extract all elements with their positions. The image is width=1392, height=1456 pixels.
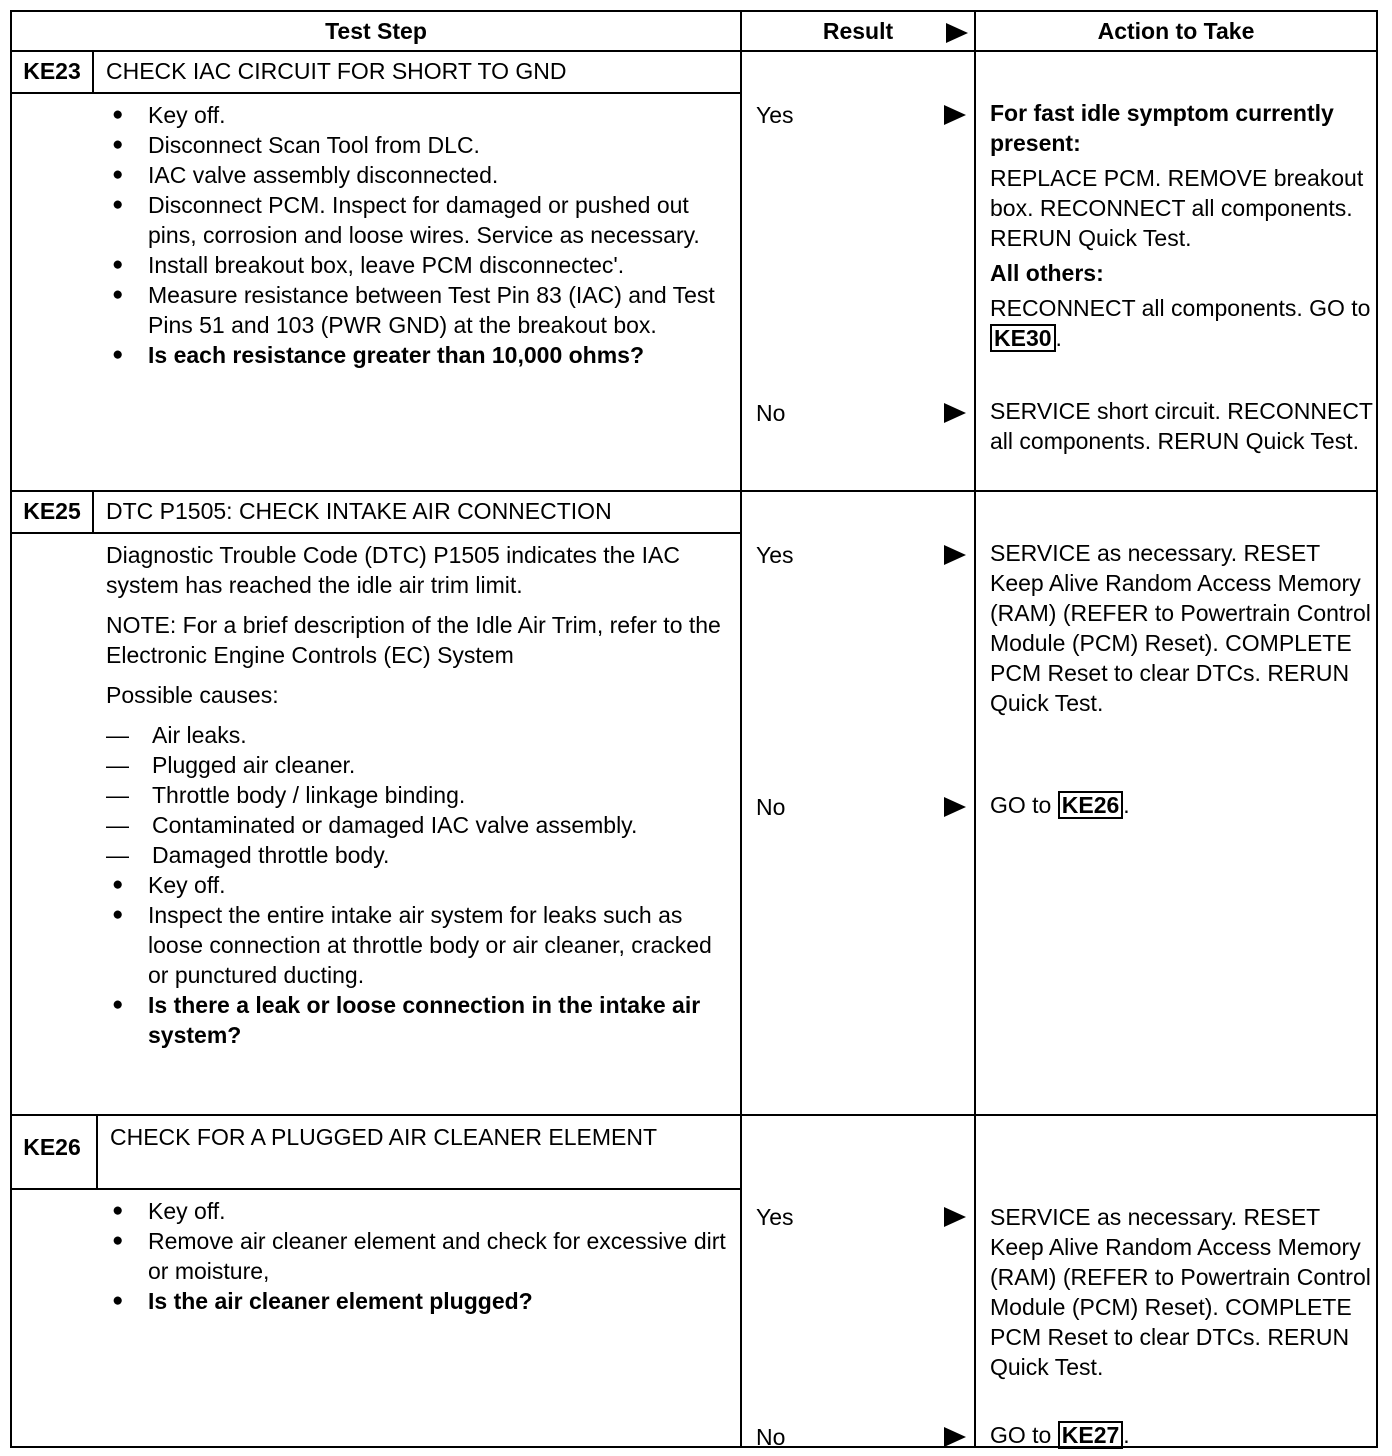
list-item: ● Inspect the entire intake air system for leaks such as loose connection at throttle body or air cleaner, cracked or punctured ducting. xyxy=(106,900,736,990)
arrow-right-icon xyxy=(944,1427,966,1447)
step-reference-link[interactable]: KE26 xyxy=(1058,791,1124,819)
result-no-label: No xyxy=(756,1424,786,1450)
result-yes xyxy=(756,540,966,570)
code-divider xyxy=(96,1116,98,1188)
question-item: ● Is the air cleaner element plugged? xyxy=(106,1286,736,1316)
result-yes xyxy=(756,1202,966,1232)
step-code: KE23 xyxy=(23,58,81,84)
step-title: CHECK FOR A PLUGGED AIR CLEANER ELEMENT xyxy=(110,1124,658,1150)
list-item: ● Disconnect PCM. Inspect for damaged or pushed out pins, corrosion and loose wires. Service as necessary. xyxy=(106,190,736,250)
arrow-right-icon xyxy=(944,1207,966,1227)
title-divider xyxy=(12,1188,740,1190)
step-title: CHECK IAC CIRCUIT FOR SHORT TO GND xyxy=(106,58,567,84)
header-result-label: Result xyxy=(822,18,894,44)
list-item: ● Key off. xyxy=(106,870,736,900)
action-text-body: GO to xyxy=(990,1422,1052,1448)
action-text: RECONNECT all components. GO to KE30 . xyxy=(990,295,1371,351)
step-code: KE25 xyxy=(23,498,81,524)
action-text-body: RECONNECT all components. GO to xyxy=(990,295,1371,321)
header-test-step: Test Step xyxy=(325,18,427,44)
arrow-right-icon xyxy=(944,105,966,125)
action-no: GO to KE26 . xyxy=(990,792,1130,818)
list-item: ● Disconnect Scan Tool from DLC. xyxy=(106,130,736,160)
action-heading: All others: xyxy=(990,260,1104,286)
result-no xyxy=(756,1422,966,1452)
row-ke23 xyxy=(12,52,1376,490)
result-no xyxy=(756,792,966,822)
result-no xyxy=(756,398,966,428)
list-item: ● Measure resistance between Test Pin 83 (IAC) and Test Pins 51 and 103 (PWR GND) at the breakout box. xyxy=(106,280,736,340)
step-instructions xyxy=(106,540,736,1050)
action-no: GO to KE27 . xyxy=(990,1422,1130,1448)
result-no-label: No xyxy=(756,400,786,426)
result-no-label: No xyxy=(756,794,786,820)
arrow-right-icon xyxy=(946,23,968,43)
list-item: — Plugged air cleaner. xyxy=(106,750,736,780)
list-item: — Throttle body / linkage binding. xyxy=(106,780,736,810)
list-item: — Air leaks. xyxy=(106,720,736,750)
action-text: REPLACE PCM. REMOVE breakout box. RECONNECT all components. RERUN Quick Test. xyxy=(990,165,1364,251)
list-item: — Contaminated or damaged IAC valve assembly. xyxy=(106,810,736,840)
header-action: Action to Take xyxy=(1097,18,1255,44)
arrow-right-icon xyxy=(944,403,966,423)
action-no: SERVICE short circuit. RECONNECT all components. RERUN Quick Test. xyxy=(990,398,1373,454)
action-yes: SERVICE as necessary. RESET Keep Alive Random Access Memory (RAM) (REFER to Powertrain Control Module (PCM) Reset). COMPLETE PCM Reset to clear DTCs. RERUN Quick Test. xyxy=(990,1204,1371,1380)
code-divider xyxy=(92,492,94,532)
step-reference-link[interactable]: KE30 xyxy=(990,324,1056,352)
arrow-right-icon xyxy=(944,545,966,565)
result-yes-label: Yes xyxy=(756,102,794,128)
list-item: ● IAC valve assembly disconnected. xyxy=(106,160,736,190)
description-text: Diagnostic Trouble Code (DTC) P1505 indicates the IAC system has reached the idle air trim limit. xyxy=(106,542,681,598)
code-divider xyxy=(92,52,94,92)
result-yes-label: Yes xyxy=(756,1204,794,1230)
question-item: ● Is each resistance greater than 10,000 ohms? xyxy=(106,340,736,370)
question-item: ● Is there a leak or loose connection in the intake air system? xyxy=(106,990,736,1050)
step-title: DTC P1505: CHECK INTAKE AIR CONNECTION xyxy=(106,498,612,524)
step-instructions xyxy=(106,100,736,370)
note-text: NOTE: For a brief description of the Idle Air Trim, refer to the Electronic Engine Controls (EC) System xyxy=(106,612,721,668)
step-reference-link[interactable]: KE27 xyxy=(1058,1421,1124,1449)
action-yes xyxy=(990,98,1374,353)
action-text-body: GO to xyxy=(990,792,1052,818)
arrow-right-icon xyxy=(944,797,966,817)
row-ke26 xyxy=(12,1116,1376,1450)
action-heading: For fast idle symptom currently present: xyxy=(990,100,1334,156)
title-divider xyxy=(12,92,740,94)
diagnostic-table xyxy=(10,10,1378,1448)
result-yes xyxy=(756,100,966,130)
step-instructions xyxy=(106,1196,736,1316)
causes-heading: Possible causes: xyxy=(106,682,279,708)
header-result xyxy=(742,12,974,50)
row-ke25 xyxy=(12,492,1376,1114)
result-yes-label: Yes xyxy=(756,542,794,568)
list-item: ● Remove air cleaner element and check for excessive dirt or moisture, xyxy=(106,1226,736,1286)
list-item: — Damaged throttle body. xyxy=(106,840,736,870)
step-code: KE26 xyxy=(23,1134,81,1160)
action-yes: SERVICE as necessary. RESET Keep Alive Random Access Memory (RAM) (REFER to Powertrain Control Module (PCM) Reset). COMPLETE PCM Reset to clear DTCs. RERUN Quick Test. xyxy=(990,540,1371,716)
list-item: ● Install breakout box, leave PCM disconnectec'. xyxy=(106,250,736,280)
list-item: ● Key off. xyxy=(106,100,736,130)
title-divider xyxy=(12,532,740,534)
list-item: ● Key off. xyxy=(106,1196,736,1226)
